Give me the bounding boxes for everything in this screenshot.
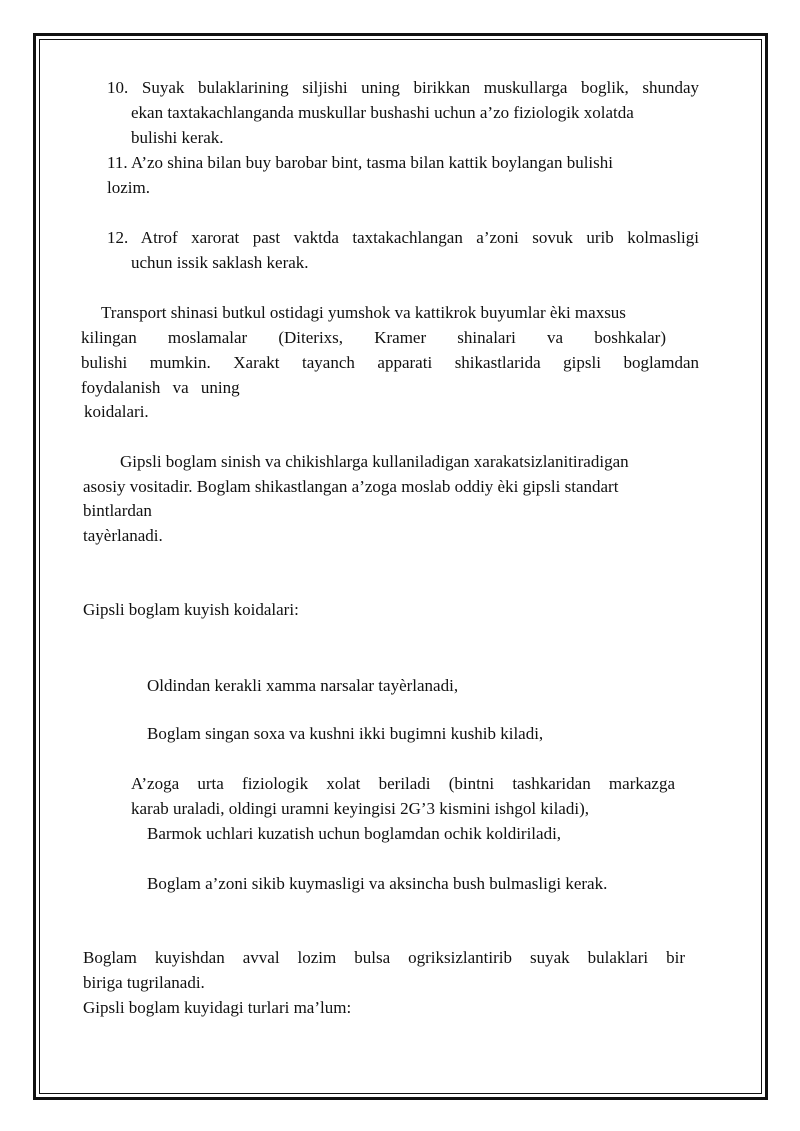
paragraph-line: tayèrlanadi.: [83, 526, 163, 545]
list-item-11-line1: [107, 153, 613, 173]
section-heading: Gipsli boglam kuyish koidalari:: [83, 600, 299, 619]
list-item-text: Suyak bulaklarining siljishi uning birikkan muskullarga boglik, shunday: [141, 78, 699, 97]
rule-item: Oldindan kerakli xamma narsalar tayèrlanadi,: [147, 676, 459, 695]
paragraph-line: foydalanish va uning: [81, 378, 240, 397]
list-item-number: 12.: [107, 228, 129, 247]
list-item-10-line1: [107, 78, 699, 98]
list-item-number: 10.: [107, 78, 129, 97]
paragraph-line: asosiy vositadir. Boglam shikastlangan a’zoga moslab oddiy èki gipsli standart: [83, 477, 619, 496]
list-item-number: 11.: [107, 153, 128, 172]
list-item-text: Atrof xarorat past vaktda taxtakachlangan a’zoni sovuk urib kolmasligi: [140, 228, 699, 247]
paragraph-line: bintlardan: [83, 501, 152, 520]
paragraph-line: biriga tugrilanadi.: [83, 973, 205, 992]
paragraph-line: Gipsli boglam sinish va chikishlarga kullaniladigan xarakatsizlanitiradigan: [120, 452, 629, 471]
list-item-text: A’zo shina bilan buy barobar bint, tasma bilan kattik boylangan bulishi: [130, 153, 613, 172]
rule-item: Boglam singan soxa va kushni ikki bugimni kushib kiladi,: [147, 724, 544, 743]
rule-item: Barmok uchlari kuzatish uchun boglamdan ochik koldiriladi,: [147, 824, 562, 843]
list-item-10-line3: bulishi kerak.: [131, 128, 224, 147]
paragraph-line: koidalari.: [84, 402, 149, 421]
list-item-10-line2: ekan taxtakachlanganda muskullar bushashi uchun a’zo fiziologik xolatda: [131, 103, 634, 122]
paragraph-line: Boglam kuyishdan avval lozim bulsa ogriksizlantirib suyak bulaklari bir: [83, 948, 685, 967]
rule-item: karab uraladi, oldingi uramni keyingisi 2G’3 kismini ishgol kiladi),: [131, 799, 589, 818]
list-item-12-line2: uchun issik saklash kerak.: [131, 253, 309, 272]
paragraph-line: kilingan moslamalar (Diterixs, Kramer shinalari va boshkalar): [81, 328, 666, 347]
list-item-12-line1: [107, 228, 699, 248]
rule-item: A’zoga urta fiziologik xolat beriladi (bintni tashkaridan markazga: [131, 774, 675, 793]
rule-item: Boglam a’zoni sikib kuymasligi va aksincha bush bulmasligi kerak.: [147, 874, 608, 893]
paragraph-line: Gipsli boglam kuyidagi turlari ma’lum:: [83, 998, 352, 1017]
paragraph-line: bulishi mumkin. Xarakt tayanch apparati shikastlarida gipsli boglamdan: [81, 353, 699, 372]
list-item-11-line2: lozim.: [107, 178, 150, 197]
paragraph-line: Transport shinasi butkul ostidagi yumshok va kattikrok buyumlar èki maxsus: [101, 303, 626, 322]
